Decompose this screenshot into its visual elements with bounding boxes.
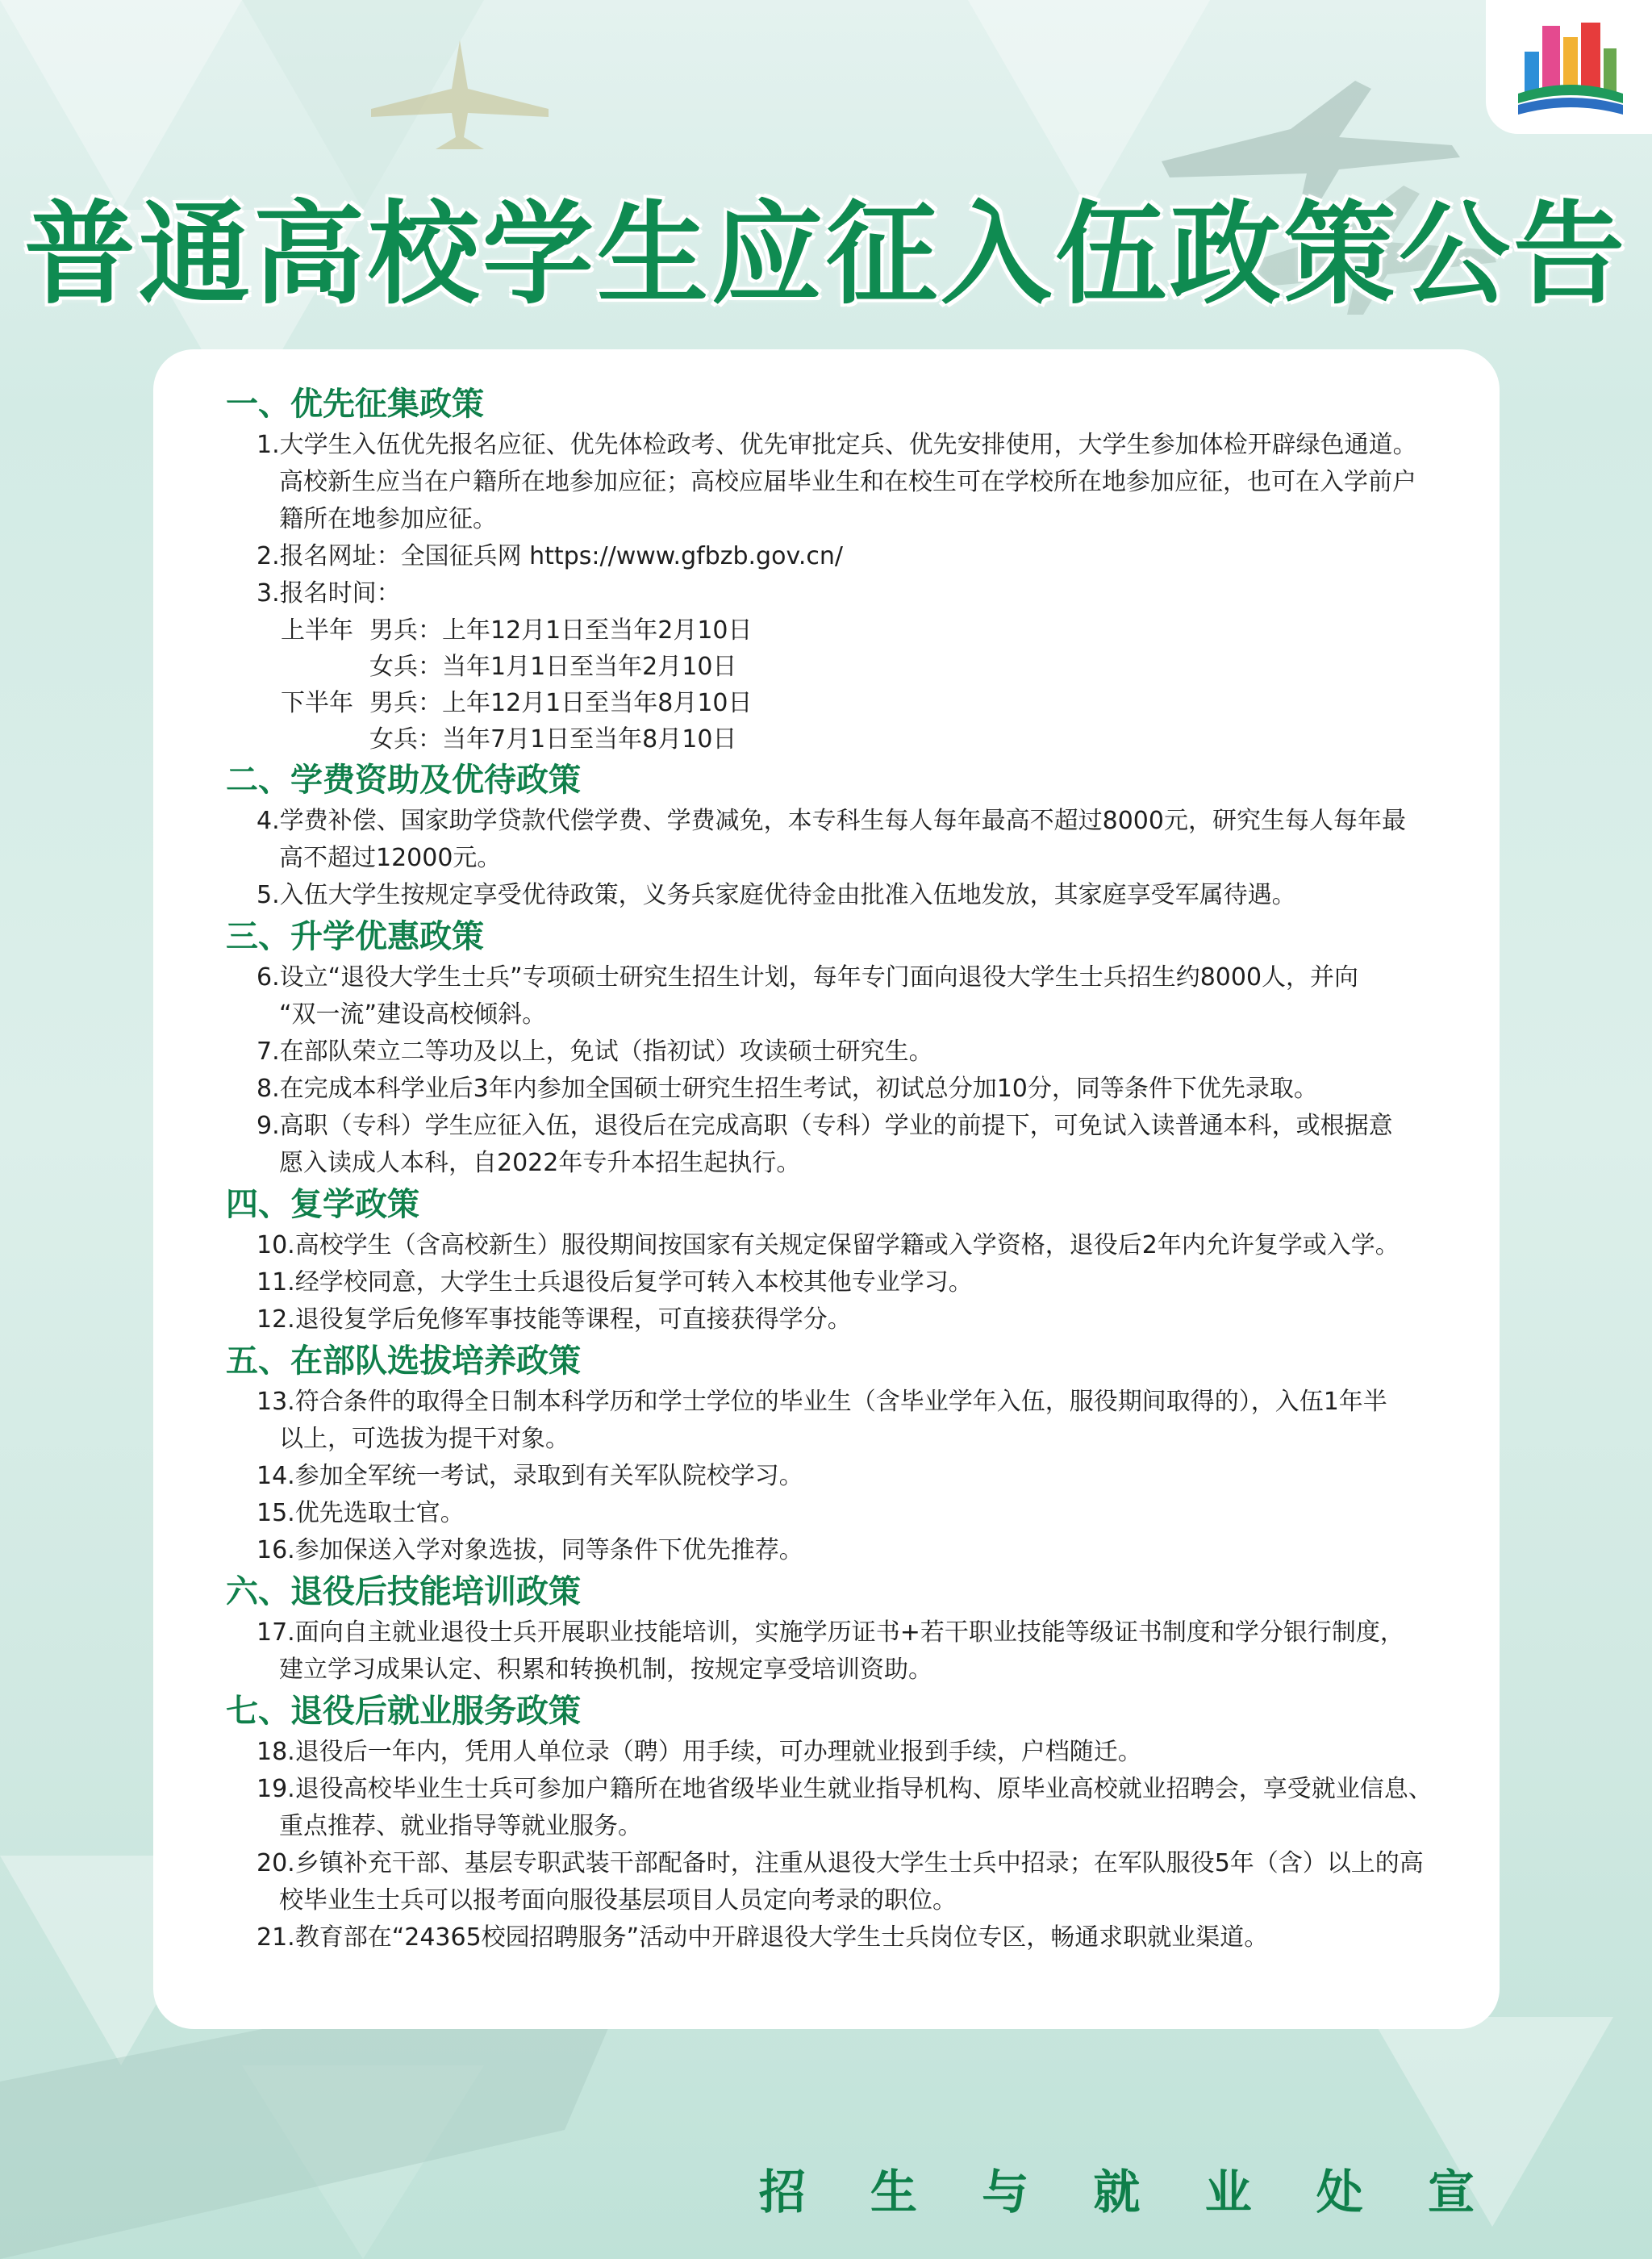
policy-item xyxy=(226,1532,1484,1569)
page-title: 普通高校学生应征入伍政策公告 xyxy=(23,190,1628,319)
schedule-text: 男兵：上年12月1日至当年8月10日 xyxy=(369,689,753,717)
schedule-half: 上半年 xyxy=(281,616,353,645)
schedule-row xyxy=(226,685,1484,721)
policy-item-line: 重点推荐、就业指导等就业服务。 xyxy=(279,1812,642,1840)
policy-item xyxy=(226,1458,1484,1495)
policy-item-line: 15.优先选取士官。 xyxy=(257,1499,465,1527)
policy-item xyxy=(226,1771,1484,1845)
policy-item-line: 4.学费补偿、国家助学贷款代偿学费、学费减免，本专科生每人每年最高不超过8000元，研究生每人每年最 xyxy=(257,807,1406,835)
policy-item-line: 18.退役后一年内，凭用人单位录（聘）用手续，可办理就业报到手续，户档随迁。 xyxy=(257,1738,1142,1766)
policy-item xyxy=(226,1227,1484,1264)
schedule-half: 下半年 xyxy=(281,689,353,717)
policy-item-line: 13.符合条件的取得全日制本科学历和学士学位的毕业生（含毕业学年入伍，服役期间取得的），入伍1年半 xyxy=(257,1388,1387,1416)
schedule-row xyxy=(226,721,1484,758)
policy-item xyxy=(226,538,1484,575)
policy-content xyxy=(226,382,1484,1956)
policy-item-line: 以上，可选拔为提干对象。 xyxy=(279,1425,569,1453)
policy-item xyxy=(226,1301,1484,1338)
policy-item xyxy=(226,575,1484,612)
schedule-row xyxy=(226,612,1484,649)
schedule-text: 女兵：当年7月1日至当年8月10日 xyxy=(369,725,737,754)
policy-item-line: 11.经学校同意，大学生士兵退役后复学可转入本校其他专业学习。 xyxy=(257,1268,973,1297)
schedule-text: 女兵：当年1月1日至当年2月10日 xyxy=(369,653,737,681)
logo-panel xyxy=(1486,0,1652,134)
policy-item-line: 7.在部队荣立二等功及以上，免试（指初试）攻读硕士研究生。 xyxy=(257,1038,933,1066)
section-title: 三、升学优惠政策 xyxy=(226,918,484,955)
policy-item-line: 籍所在地参加应征。 xyxy=(279,505,497,533)
policy-item-line: 8.在完成本科学业后3年内参加全国硕士研究生招生考试，初试总分加10分，同等条件下优先录取。 xyxy=(257,1075,1318,1103)
policy-item-line: 14.参加全军统一考试，录取到有关军队院校学习。 xyxy=(257,1462,803,1490)
policy-item-line: 10.高校学生（含高校新生）服役期间按国家有关规定保留学籍或入学资格，退役后2年内允许复学或入学。 xyxy=(257,1231,1400,1259)
policy-item xyxy=(226,1033,1484,1071)
policy-item-line: 6.设立“退役大学生士兵”专项硕士研究生招生计划，每年专门面向退役大学生士兵招生约8000人，并向 xyxy=(257,963,1359,992)
policy-item xyxy=(226,877,1484,914)
section-title: 七、退役后就业服务政策 xyxy=(226,1693,581,1730)
policy-item-line: 5.入伍大学生按规定享受优待政策，义务兵家庭优待金由批准入伍地发放，其家庭享受军属待遇。 xyxy=(257,881,1296,909)
policy-item xyxy=(226,803,1484,877)
policy-item xyxy=(226,1734,1484,1771)
policy-item-line: 高校新生应当在户籍所在地参加应征；高校应届毕业生和在校生可在学校所在地参加应征，也可在入学前户 xyxy=(279,468,1416,496)
policy-item xyxy=(226,427,1484,538)
policy-item-line: 2.报名网址：全国征兵网 https://www.gfbzb.gov.cn/ xyxy=(257,542,844,570)
policy-item xyxy=(226,1108,1484,1182)
policy-item-line: “双一流”建设高校倾斜。 xyxy=(279,1000,547,1029)
policy-item-line: 建立学习成果认定、积累和转换机制，按规定享受培训资助。 xyxy=(279,1656,932,1684)
footer-issuer: 招 生 与 就 业 处 宣 xyxy=(758,2165,1499,2219)
policy-item xyxy=(226,1071,1484,1108)
policy-item-line: 21.教育部在“24365校园招聘服务”活动中开辟退役大学生士兵岗位专区，畅通求职就业渠道。 xyxy=(257,1923,1269,1952)
section-title: 六、退役后技能培训政策 xyxy=(226,1573,581,1610)
section-title: 五、在部队选拔培养政策 xyxy=(226,1342,581,1380)
schedule-text: 男兵：上年12月1日至当年2月10日 xyxy=(369,616,753,645)
policy-item-line: 愿入读成人本科，自2022年专升本招生起执行。 xyxy=(279,1149,801,1177)
section-title: 二、学费资助及优待政策 xyxy=(226,762,581,799)
schedule-row xyxy=(226,649,1484,685)
section-title: 四、复学政策 xyxy=(226,1186,419,1223)
policy-item-line: 校毕业生士兵可以报考面向服役基层项目人员定向考录的职位。 xyxy=(279,1886,957,1915)
policy-item-line: 16.参加保送入学对象选拔，同等条件下优先推荐。 xyxy=(257,1536,803,1564)
school-logo-icon xyxy=(1518,19,1623,116)
policy-item xyxy=(226,959,1484,1033)
policy-item-line: 高不超过12000元。 xyxy=(279,844,502,872)
policy-item-line: 12.退役复学后免修军事技能等课程，可直接获得学分。 xyxy=(257,1305,852,1334)
policy-card xyxy=(153,349,1500,2029)
policy-item xyxy=(226,1264,1484,1301)
policy-item-line: 17.面向自主就业退役士兵开展职业技能培训，实施学历证书+若干职业技能等级证书制度和学分银行制度， xyxy=(257,1618,1404,1647)
policy-item-line: 3.报名时间： xyxy=(257,579,401,608)
policy-item-line: 20.乡镇补充干部、基层专职武装干部配备时，注重从退役大学生士兵中招录；在军队服役5年（含）以上的高 xyxy=(257,1849,1424,1877)
section-title: 一、优先征集政策 xyxy=(226,386,484,423)
policy-item xyxy=(226,1614,1484,1689)
policy-item xyxy=(226,1845,1484,1919)
policy-item xyxy=(226,1495,1484,1532)
policy-item xyxy=(226,1384,1484,1458)
policy-item-line: 1.大学生入伍优先报名应征、优先体检政考、优先审批定兵、优先安排使用，大学生参加体检开辟绿色通道。 xyxy=(257,431,1417,459)
policy-item xyxy=(226,1919,1484,1956)
policy-item-line: 19.退役高校毕业生士兵可参加户籍所在地省级毕业生就业指导机构、原毕业高校就业招聘会，享受就业信息、 xyxy=(257,1775,1433,1803)
policy-item-line: 9.高职（专科）学生应征入伍，退役后在完成高职（专科）学业的前提下，可免试入读普通本科，或根据意 xyxy=(257,1112,1393,1140)
jet-silhouette-icon xyxy=(355,32,565,153)
